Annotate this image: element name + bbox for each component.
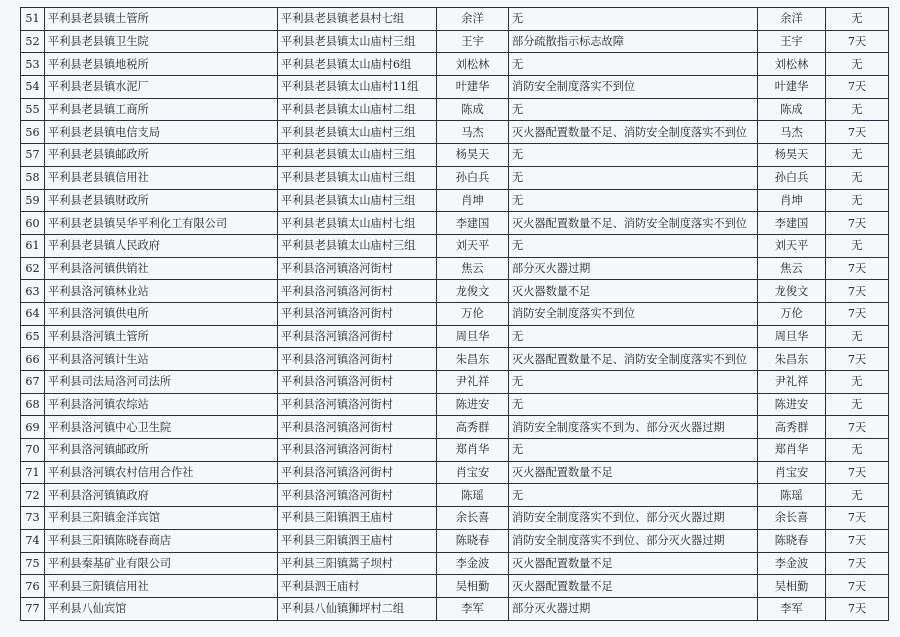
- unit-address-cell: 平利县泗王庙村: [278, 575, 437, 598]
- responsible-person-cell: 李建国: [437, 212, 509, 235]
- row-number-cell: 51: [21, 8, 45, 31]
- table-row: [21, 234, 889, 257]
- hazard-issue-cell: 无: [509, 166, 758, 189]
- hazard-issue-cell: 灭火器配置数量不足: [509, 552, 758, 575]
- unit-address-cell: 平利县洛河镇洛河街村: [278, 439, 437, 462]
- row-number-cell: 57: [21, 144, 45, 167]
- table-row: [21, 76, 889, 99]
- hazard-issue-cell: 灭火器配置数量不足: [509, 461, 758, 484]
- unit-name-cell: 平利县三阳镇陈晓春商店: [45, 529, 278, 552]
- row-number-cell: 76: [21, 575, 45, 598]
- unit-name-cell: 平利县老县镇人民政府: [45, 234, 278, 257]
- table-row: [21, 98, 889, 121]
- row-number-cell: 73: [21, 507, 45, 530]
- signer-name-cell: 李金波: [758, 552, 826, 575]
- rectification-deadline-cell: 无: [826, 98, 889, 121]
- rectification-deadline-cell: 无: [826, 439, 889, 462]
- hazard-issue-cell: 无: [509, 189, 758, 212]
- rectification-deadline-cell: 无: [826, 371, 889, 394]
- row-number-cell: 52: [21, 30, 45, 53]
- unit-address-cell: 平利县老县镇太山庙村三组: [278, 144, 437, 167]
- rectification-deadline-cell: 7天: [826, 121, 889, 144]
- row-number-cell: 56: [21, 121, 45, 144]
- unit-address-cell: 平利县老县镇太山庙村七组: [278, 212, 437, 235]
- unit-address-cell: 平利县老县镇太山庙村三组: [278, 30, 437, 53]
- hazard-issue-cell: 部分灭火器过期: [509, 597, 758, 620]
- rectification-deadline-cell: 无: [826, 8, 889, 31]
- unit-address-cell: 平利县洛河镇洛河街村: [278, 325, 437, 348]
- signer-name-cell: 周旦华: [758, 325, 826, 348]
- signer-name-cell: 李建国: [758, 212, 826, 235]
- unit-name-cell: 平利县老县镇水泥厂: [45, 76, 278, 99]
- unit-name-cell: 平利县洛河镇农村信用合作社: [45, 461, 278, 484]
- row-number-cell: 68: [21, 393, 45, 416]
- signer-name-cell: 吴相勤: [758, 575, 826, 598]
- unit-address-cell: 平利县八仙镇狮坪村二组: [278, 597, 437, 620]
- unit-name-cell: 平利县洛河镇中心卫生院: [45, 416, 278, 439]
- unit-name-cell: 平利县老县镇工商所: [45, 98, 278, 121]
- unit-address-cell: 平利县洛河镇洛河街村: [278, 416, 437, 439]
- responsible-person-cell: 刘天平: [437, 234, 509, 257]
- unit-name-cell: 平利县司法局洛河司法所: [45, 371, 278, 394]
- signer-name-cell: 朱昌东: [758, 348, 826, 371]
- rectification-deadline-cell: 7天: [826, 597, 889, 620]
- responsible-person-cell: 龙俊文: [437, 280, 509, 303]
- hazard-issue-cell: 灭火器数量不足: [509, 280, 758, 303]
- table-row: [21, 257, 889, 280]
- responsible-person-cell: 陈成: [437, 98, 509, 121]
- signer-name-cell: 刘天平: [758, 234, 826, 257]
- row-number-cell: 62: [21, 257, 45, 280]
- table-row: [21, 348, 889, 371]
- hazard-issue-cell: 消防安全制度落实不到为、部分灭火器过期: [509, 416, 758, 439]
- hazard-issue-cell: 无: [509, 53, 758, 76]
- inspection-table: [20, 7, 889, 621]
- table-row: [21, 144, 889, 167]
- unit-address-cell: 平利县老县镇太山庙村三组: [278, 189, 437, 212]
- responsible-person-cell: 马杰: [437, 121, 509, 144]
- signer-name-cell: 余洋: [758, 8, 826, 31]
- unit-address-cell: 平利县老县镇太山庙村三组: [278, 234, 437, 257]
- responsible-person-cell: 吴相勤: [437, 575, 509, 598]
- hazard-issue-cell: 部分灭火器过期: [509, 257, 758, 280]
- unit-name-cell: 平利县洛河镇农综站: [45, 393, 278, 416]
- responsible-person-cell: 高秀群: [437, 416, 509, 439]
- row-number-cell: 70: [21, 439, 45, 462]
- row-number-cell: 64: [21, 302, 45, 325]
- hazard-issue-cell: 消防安全制度落实不到位、部分灭火器过期: [509, 529, 758, 552]
- row-number-cell: 53: [21, 53, 45, 76]
- row-number-cell: 75: [21, 552, 45, 575]
- unit-address-cell: 平利县洛河镇洛河街村: [278, 348, 437, 371]
- unit-address-cell: 平利县洛河镇洛河街村: [278, 257, 437, 280]
- signer-name-cell: 龙俊文: [758, 280, 826, 303]
- row-number-cell: 65: [21, 325, 45, 348]
- rectification-deadline-cell: 7天: [826, 76, 889, 99]
- unit-address-cell: 平利县三阳镇蒿子坝村: [278, 552, 437, 575]
- row-number-cell: 72: [21, 484, 45, 507]
- signer-name-cell: 刘松林: [758, 53, 826, 76]
- table-row: [21, 371, 889, 394]
- hazard-issue-cell: 部分疏散指示标志故障: [509, 30, 758, 53]
- signer-name-cell: 陈晓春: [758, 529, 826, 552]
- signer-name-cell: 马杰: [758, 121, 826, 144]
- table-body: [21, 8, 889, 621]
- signer-name-cell: 王宇: [758, 30, 826, 53]
- signer-name-cell: 肖坤: [758, 189, 826, 212]
- unit-address-cell: 平利县洛河镇洛河街村: [278, 484, 437, 507]
- rectification-deadline-cell: 7天: [826, 280, 889, 303]
- hazard-issue-cell: 无: [509, 325, 758, 348]
- rectification-deadline-cell: 无: [826, 393, 889, 416]
- responsible-person-cell: 陈进安: [437, 393, 509, 416]
- table-row: [21, 529, 889, 552]
- unit-address-cell: 平利县洛河镇洛河街村: [278, 280, 437, 303]
- unit-name-cell: 平利县洛河镇计生站: [45, 348, 278, 371]
- unit-name-cell: 平利县洛河镇供电所: [45, 302, 278, 325]
- rectification-deadline-cell: 无: [826, 166, 889, 189]
- unit-name-cell: 平利县洛河镇供销社: [45, 257, 278, 280]
- unit-address-cell: 平利县老县镇老县村七组: [278, 8, 437, 31]
- table-row: [21, 393, 889, 416]
- unit-name-cell: 平利县老县镇信用社: [45, 166, 278, 189]
- rectification-deadline-cell: 7天: [826, 212, 889, 235]
- signer-name-cell: 陈成: [758, 98, 826, 121]
- row-number-cell: 59: [21, 189, 45, 212]
- rectification-deadline-cell: 无: [826, 234, 889, 257]
- responsible-person-cell: 陈晓春: [437, 529, 509, 552]
- rectification-deadline-cell: 7天: [826, 30, 889, 53]
- responsible-person-cell: 杨昊天: [437, 144, 509, 167]
- signer-name-cell: 高秀群: [758, 416, 826, 439]
- hazard-issue-cell: 消防安全制度落实不到位: [509, 76, 758, 99]
- row-number-cell: 61: [21, 234, 45, 257]
- rectification-deadline-cell: 无: [826, 53, 889, 76]
- hazard-issue-cell: 无: [509, 98, 758, 121]
- signer-name-cell: 郑肖华: [758, 439, 826, 462]
- unit-address-cell: 平利县洛河镇洛河街村: [278, 461, 437, 484]
- row-number-cell: 66: [21, 348, 45, 371]
- unit-name-cell: 平利县洛河镇镇政府: [45, 484, 278, 507]
- unit-name-cell: 平利县老县镇土管所: [45, 8, 278, 31]
- rectification-deadline-cell: 无: [826, 484, 889, 507]
- hazard-issue-cell: 灭火器配置数量不足、消防安全制度落实不到位: [509, 348, 758, 371]
- row-number-cell: 58: [21, 166, 45, 189]
- rectification-deadline-cell: 7天: [826, 461, 889, 484]
- signer-name-cell: 孙白兵: [758, 166, 826, 189]
- hazard-issue-cell: 无: [509, 234, 758, 257]
- unit-address-cell: 平利县老县镇太山庙村二组: [278, 98, 437, 121]
- responsible-person-cell: 肖宝安: [437, 461, 509, 484]
- rectification-deadline-cell: 7天: [826, 416, 889, 439]
- row-number-cell: 63: [21, 280, 45, 303]
- signer-name-cell: 万伦: [758, 302, 826, 325]
- unit-address-cell: 平利县洛河镇洛河街村: [278, 393, 437, 416]
- responsible-person-cell: 周旦华: [437, 325, 509, 348]
- table-row: [21, 461, 889, 484]
- row-number-cell: 69: [21, 416, 45, 439]
- unit-name-cell: 平利县老县镇财政所: [45, 189, 278, 212]
- table-row: [21, 30, 889, 53]
- unit-name-cell: 平利县秦基矿业有限公司: [45, 552, 278, 575]
- table-row: [21, 121, 889, 144]
- unit-name-cell: 平利县老县镇吴华平利化工有限公司: [45, 212, 278, 235]
- hazard-issue-cell: 无: [509, 439, 758, 462]
- unit-name-cell: 平利县老县镇邮政所: [45, 144, 278, 167]
- table-row: [21, 416, 889, 439]
- unit-address-cell: 平利县老县镇太山庙村6组: [278, 53, 437, 76]
- hazard-issue-cell: 无: [509, 144, 758, 167]
- responsible-person-cell: 余洋: [437, 8, 509, 31]
- hazard-issue-cell: 无: [509, 393, 758, 416]
- hazard-issue-cell: 灭火器配置数量不足、消防安全制度落实不到位: [509, 212, 758, 235]
- hazard-issue-cell: 无: [509, 371, 758, 394]
- responsible-person-cell: 余长喜: [437, 507, 509, 530]
- responsible-person-cell: 焦云: [437, 257, 509, 280]
- table-row: [21, 53, 889, 76]
- unit-address-cell: 平利县老县镇太山庙村三组: [278, 121, 437, 144]
- rectification-deadline-cell: 无: [826, 325, 889, 348]
- unit-address-cell: 平利县三阳镇泗王庙村: [278, 507, 437, 530]
- unit-name-cell: 平利县三阳镇金洋宾馆: [45, 507, 278, 530]
- table-row: [21, 552, 889, 575]
- responsible-person-cell: 肖坤: [437, 189, 509, 212]
- hazard-issue-cell: 消防安全制度落实不到位: [509, 302, 758, 325]
- table-row: [21, 484, 889, 507]
- hazard-issue-cell: 灭火器配置数量不足: [509, 575, 758, 598]
- rectification-deadline-cell: 7天: [826, 507, 889, 530]
- unit-name-cell: 平利县洛河镇邮政所: [45, 439, 278, 462]
- table-row: [21, 597, 889, 620]
- table-row: [21, 166, 889, 189]
- signer-name-cell: 叶建华: [758, 76, 826, 99]
- responsible-person-cell: 孙白兵: [437, 166, 509, 189]
- unit-name-cell: 平利县老县镇地税所: [45, 53, 278, 76]
- row-number-cell: 74: [21, 529, 45, 552]
- hazard-issue-cell: 灭火器配置数量不足、消防安全制度落实不到位: [509, 121, 758, 144]
- signer-name-cell: 陈进安: [758, 393, 826, 416]
- responsible-person-cell: 刘松林: [437, 53, 509, 76]
- unit-name-cell: 平利县洛河镇土管所: [45, 325, 278, 348]
- signer-name-cell: 焦云: [758, 257, 826, 280]
- unit-name-cell: 平利县老县镇电信支局: [45, 121, 278, 144]
- rectification-deadline-cell: 7天: [826, 529, 889, 552]
- unit-name-cell: 平利县老县镇卫生院: [45, 30, 278, 53]
- signer-name-cell: 尹礼祥: [758, 371, 826, 394]
- rectification-deadline-cell: 7天: [826, 552, 889, 575]
- table-row: [21, 212, 889, 235]
- responsible-person-cell: 尹礼祥: [437, 371, 509, 394]
- unit-address-cell: 平利县三阳镇泗王庙村: [278, 529, 437, 552]
- signer-name-cell: 肖宝安: [758, 461, 826, 484]
- row-number-cell: 54: [21, 76, 45, 99]
- rectification-deadline-cell: 无: [826, 144, 889, 167]
- unit-address-cell: 平利县洛河镇洛河街村: [278, 302, 437, 325]
- responsible-person-cell: 朱昌东: [437, 348, 509, 371]
- signer-name-cell: 陈瑶: [758, 484, 826, 507]
- unit-name-cell: 平利县洛河镇林业站: [45, 280, 278, 303]
- row-number-cell: 77: [21, 597, 45, 620]
- table-row: [21, 507, 889, 530]
- table-row: [21, 325, 889, 348]
- unit-name-cell: 平利县八仙宾馆: [45, 597, 278, 620]
- table-row: [21, 439, 889, 462]
- signer-name-cell: 李军: [758, 597, 826, 620]
- table-row: [21, 280, 889, 303]
- unit-address-cell: 平利县老县镇太山庙村11组: [278, 76, 437, 99]
- responsible-person-cell: 叶建华: [437, 76, 509, 99]
- unit-address-cell: 平利县洛河镇洛河街村: [278, 371, 437, 394]
- table-row: [21, 189, 889, 212]
- unit-address-cell: 平利县老县镇太山庙村三组: [278, 166, 437, 189]
- rectification-deadline-cell: 7天: [826, 348, 889, 371]
- row-number-cell: 60: [21, 212, 45, 235]
- row-number-cell: 55: [21, 98, 45, 121]
- responsible-person-cell: 陈瑶: [437, 484, 509, 507]
- row-number-cell: 67: [21, 371, 45, 394]
- hazard-issue-cell: 消防安全制度落实不到位、部分灭火器过期: [509, 507, 758, 530]
- signer-name-cell: 杨昊天: [758, 144, 826, 167]
- responsible-person-cell: 郑肖华: [437, 439, 509, 462]
- table-row: [21, 302, 889, 325]
- responsible-person-cell: 李金波: [437, 552, 509, 575]
- table-row: [21, 575, 889, 598]
- hazard-issue-cell: 无: [509, 484, 758, 507]
- rectification-deadline-cell: 7天: [826, 257, 889, 280]
- rectification-deadline-cell: 无: [826, 189, 889, 212]
- responsible-person-cell: 李军: [437, 597, 509, 620]
- rectification-deadline-cell: 7天: [826, 575, 889, 598]
- signer-name-cell: 余长喜: [758, 507, 826, 530]
- unit-name-cell: 平利县三阳镇信用社: [45, 575, 278, 598]
- table-row: [21, 8, 889, 31]
- hazard-issue-cell: 无: [509, 8, 758, 31]
- responsible-person-cell: 王宇: [437, 30, 509, 53]
- rectification-deadline-cell: 7天: [826, 302, 889, 325]
- row-number-cell: 71: [21, 461, 45, 484]
- responsible-person-cell: 万伦: [437, 302, 509, 325]
